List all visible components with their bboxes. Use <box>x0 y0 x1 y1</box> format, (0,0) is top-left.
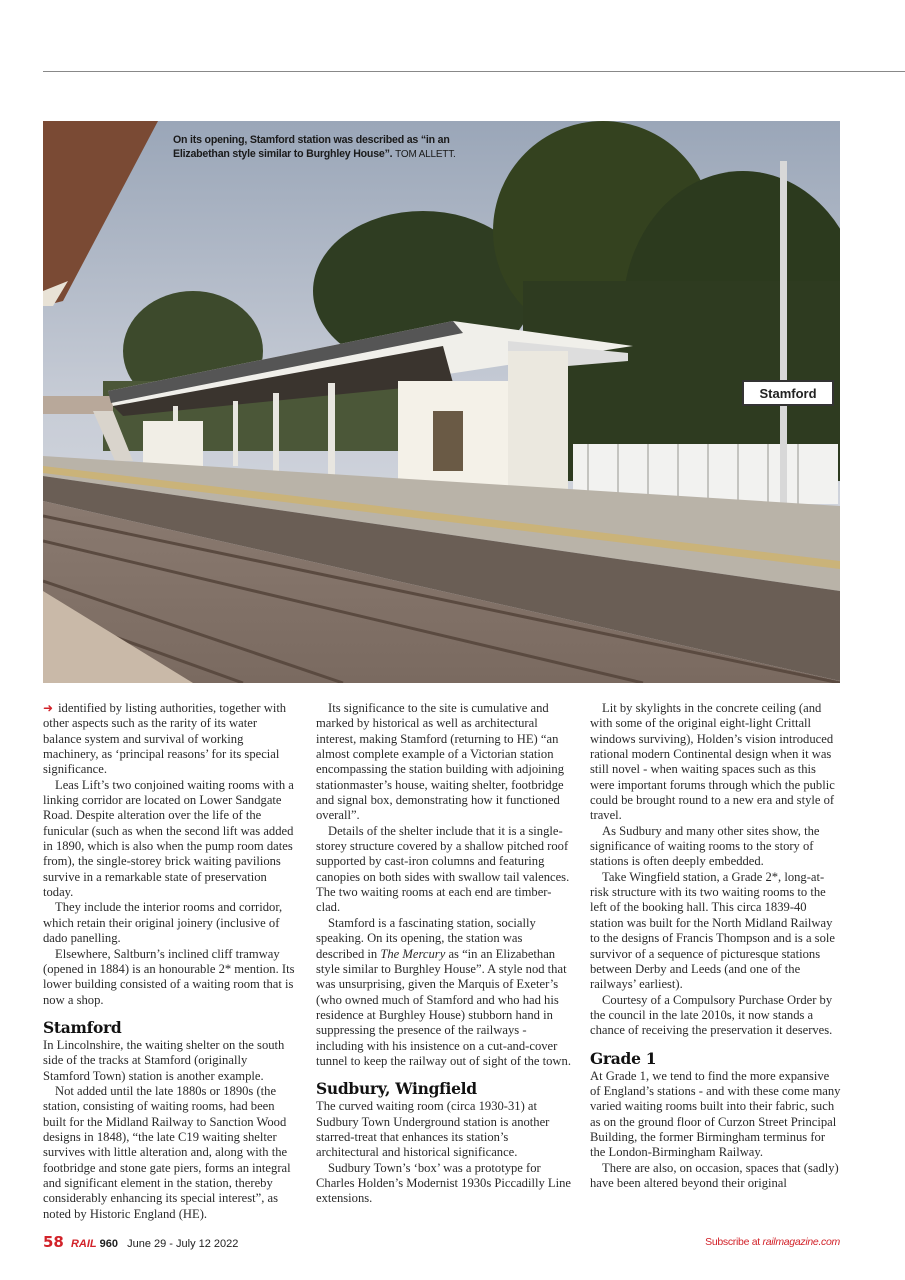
paragraph: Not added until the late 1880s or 1890s (the station, consisting of waiting rooms, had been built for the Midland Railway to Sanction Wood designs in 1848), “the late C19 waiting shelter survives with little alteration and, along with the footbridge and stone gate piers, forms an integral and significant element in the station, thereby considerably enhancing its special interest”, as noted by Historic England (HE). <box>43 1083 291 1221</box>
paragraph <box>43 701 295 778</box>
paragraph: The curved waiting room (circa 1930-31) at Sudbury Town Underground station is another starred-treat that enhances its station’s architectural and historical significance. <box>316 1099 550 1160</box>
paragraph: Lit by skylights in the concrete ceiling (and with some of the original eight-light Crittall windows surviving), Holden’s vision introduced rational modern Continental design when it was still novel - when waiting spaces such as this were important forums through which the public could be brought round to a new era and style of travel. <box>590 701 835 823</box>
paragraph: Sudbury Town’s ‘box’ was a prototype for Charles Holden’s Modernist 1930s Piccadilly Line extensions. <box>316 1160 571 1206</box>
paragraph: As Sudbury and many other sites show, the significance of waiting rooms to the story of stations is often deeply embedded. <box>590 823 820 869</box>
paragraph <box>316 916 571 1069</box>
photo-credit: TOM ALLETT. <box>395 149 456 160</box>
subscribe-link[interactable] <box>705 1236 840 1248</box>
paragraph: Details of the shelter include that it is a single-storey structure covered by a shallow pitched roof supported by cast-iron columns and featuring canopies on both sides with swallow tail valences. The two waiting rooms at each end are timber-clad. <box>316 823 570 915</box>
photo-caption <box>173 133 473 162</box>
issue-number: 960 <box>99 1238 119 1250</box>
subscribe-site[interactable]: railmagazine.com <box>762 1236 840 1248</box>
station-photo <box>43 121 840 683</box>
paragraph: Its significance to the site is cumulative and marked by historical as well as architectural interest, making Stamford (returning to HE) “an almost complete example of a Victorian station encompassing the station building with adjoining stationmaster’s house, waiting shelter, footbridge and signal box, demonstrating how it functioned overall”. <box>316 701 565 823</box>
caption-text: On its opening, Stamford station was described as “in an Elizabethan style similar to Burghley House”. <box>173 134 450 160</box>
paragraph: There are also, on occasion, spaces that (sadly) have been altered beyond their original <box>590 1160 839 1190</box>
paragraph: They include the interior rooms and corridor, which retain their original joinery (inclusive of dado panelling. <box>43 900 283 946</box>
station-sign-text: Stamford <box>759 386 817 401</box>
paragraph: In Lincolnshire, the waiting shelter on the south side of the tracks at Stamford (originally Stamford Town) station is another example. <box>43 1037 285 1083</box>
section-heading-sudbury-wingfield: Sudbury, Wingfield <box>316 1079 477 1099</box>
paragraph: Courtesy of a Compulsory Purchase Order by the council in the late 2010s, it now stands a chance of receiving the preservation it deserves. <box>590 992 833 1038</box>
paragraph-text: identified by listing authorities, together with other aspects such as the rarity of its water balance system and survival of working machinery, as ‘principal reasons’ for its special significance. <box>43 701 287 777</box>
paragraph: Take Wingfield station, a Grade 2*, long-at-risk structure with its two waiting rooms to the left of the booking hall. This circa 1839-40 station was built for the North Midland Railway to the designs of Francis Thompson and is a sole survivor of a sequence of picturesque stations between Derby and Leeds (and one of the railways’ earliest). <box>590 869 835 992</box>
page-number: 58 <box>43 1233 64 1251</box>
arrow-right-icon: ➜ <box>43 701 54 715</box>
paragraph-text: as “in an Elizabethan style similar to Burghley House”. A style nod that was unsurprising, given the Marquis of Exeter’s (who owned much of Stamford and who had his residence at Burghley House) stubborn hand in suppressing the presence of the railways - including with his insistence on a cut-and-cover tunnel to keep the railway out of sight of the town. <box>316 946 571 1068</box>
paragraph-text: Stamford is a fascinating station, socially speaking. On its opening, the station was described in <box>316 915 536 961</box>
article-column-3 <box>590 701 842 1191</box>
top-rule <box>43 71 905 72</box>
subscribe-prefix: Subscribe at <box>705 1236 763 1248</box>
issue-date: June 29 - July 12 2022 <box>127 1238 239 1250</box>
section-heading-grade-1: Grade 1 <box>590 1048 657 1068</box>
page-footer-left <box>43 1233 238 1251</box>
magazine-name: RAIL <box>70 1238 97 1250</box>
paragraph: At Grade 1, we tend to find the more expansive of England’s stations - and with these come many varied waiting rooms built into their fabric, such as on the ground floor of Curzon Street Principal Building, the former Birmingham terminus for the London-Birmingham Railway. <box>590 1068 841 1160</box>
paragraph: Leas Lift’s two conjoined waiting rooms with a linking corridor are located on Lower Sandgate Road. Despite alteration over the life of the funicular (such as when the second lift was added in 1890, which is also when the pump room dates from), the single-storey brick waiting pavilions survive in a remarkable state of preservation today. <box>43 777 294 900</box>
article-column-1 <box>43 701 295 1222</box>
article-column-2 <box>316 701 571 1207</box>
publication-title: The Mercury <box>380 946 446 961</box>
paragraph: Elsewhere, Saltburn’s inclined cliff tramway (opened in 1884) is an honourable 2* mention. Its lower building consisted of a waiting room that is now a shop. <box>43 946 295 1007</box>
section-heading-stamford: Stamford <box>43 1017 122 1037</box>
